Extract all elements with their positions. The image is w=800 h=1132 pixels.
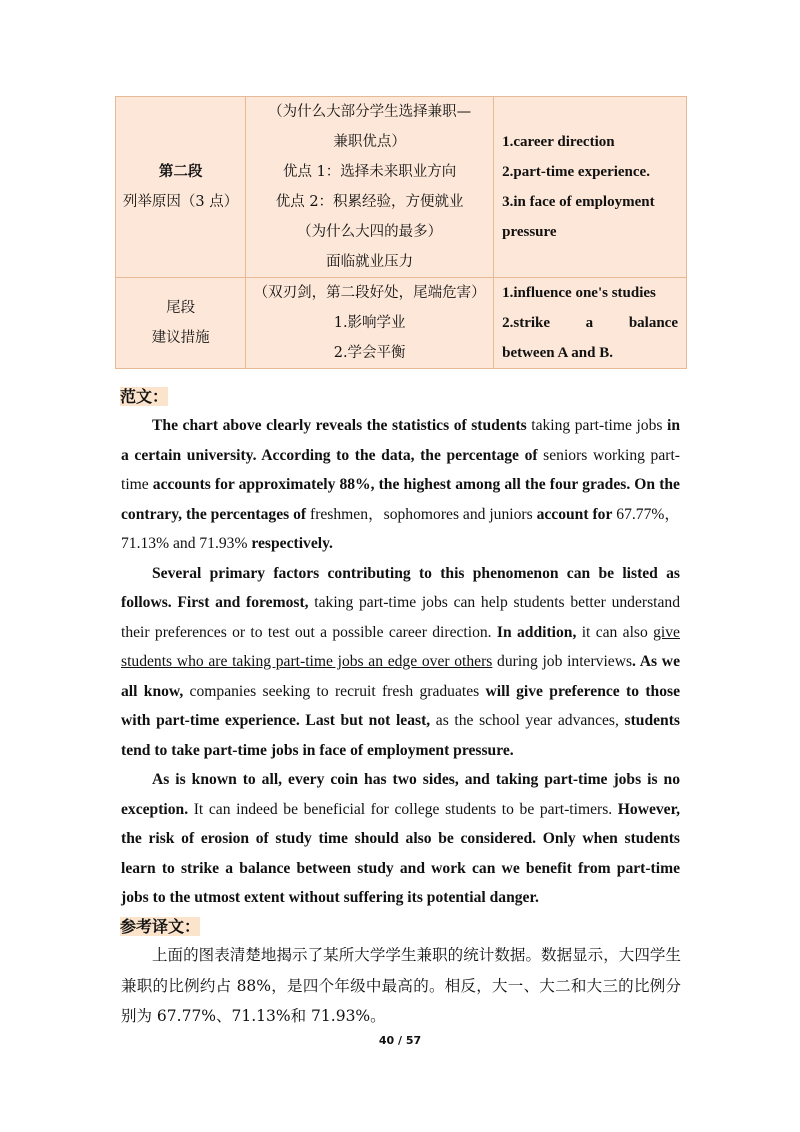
point-line: 1.influence one's studies (502, 285, 656, 301)
table-row (116, 278, 687, 369)
essay-text-run: taking part-time jobs (526, 417, 667, 434)
section-cell (116, 278, 246, 369)
point-line: 2.part-time experience. (502, 164, 650, 180)
essay-paragraph-2 (121, 559, 680, 766)
note-line: 2.学会平衡 (333, 345, 406, 361)
essay-text-run: It can indeed be beneficial for college students to be part-timers. (188, 800, 618, 818)
page-number: 40 / 57 (378, 1034, 422, 1047)
essay-text-run: in a certain university. According to the data, the percentage of (121, 417, 680, 464)
section-title: 尾段 (166, 300, 196, 316)
essay-text-run: The chart above clearly reveals the statistics of students (152, 417, 527, 434)
point-line: between A and B. (502, 345, 613, 361)
point-word: 2.strike (502, 315, 551, 331)
chinese-notes-cell (246, 97, 494, 278)
essay-text-run: companies seeking to recruit fresh graduates (183, 682, 486, 700)
english-points-cell (494, 278, 687, 369)
essay-paragraph-1 (121, 411, 680, 559)
point-line: pressure (502, 224, 557, 240)
essay-text-run: seniors working part-time (121, 446, 680, 493)
note-line: （为什么大部分学生选择兼职— (268, 104, 472, 120)
section-title: 第二段 (158, 163, 203, 180)
sample-essay (121, 411, 680, 913)
point-line: 3.in face of employment (502, 194, 655, 210)
essay-text-run: 67.77%，71.13% and 71.93% (121, 505, 680, 552)
sample-essay-label: 范文： (120, 387, 169, 406)
essay-text-run: students tend to take part-time jobs in face of employment pressure. (121, 712, 680, 759)
point-word: balance (628, 315, 678, 331)
essay-text-run: as the school year advances, (430, 712, 625, 729)
essay-text-run: respectively. (251, 535, 333, 552)
essay-text-run: Several primary factors contributing to this phenomenon can be listed as follows. First and foremost, (121, 564, 680, 611)
essay-text-run: accounts for approximately 88%, the highest among all the four grades. On the contrary, the percentages of (121, 476, 680, 523)
outline-table (115, 96, 687, 369)
note-line: 1.影响学业 (333, 315, 406, 331)
chinese-notes-cell (246, 278, 494, 369)
essay-text-run: freshmen，sophomores and juniors (306, 505, 537, 523)
essay-text-run: give students who are taking part-time jobs an edge over others (121, 623, 680, 670)
essay-paragraph-3 (121, 765, 680, 913)
section-subtitle: 建议措施 (151, 330, 210, 346)
note-line: 面临就业压力 (326, 254, 414, 270)
note-line: 优点 2：积累经验，方便就业 (275, 194, 464, 210)
translation-label: 参考译文： (120, 917, 201, 936)
essay-text-run: during job interviews (492, 653, 633, 670)
point-word: a (585, 315, 594, 331)
essay-text-run: In addition, (496, 623, 577, 641)
note-line: （双刃剑，第二段好处，尾端危害） (253, 285, 486, 301)
essay-text-run: it can also (576, 623, 654, 641)
translation-paragraph: 上面的图表清楚地揭示了某所大学学生兼职的统计数据。数据显示，大四学生兼职的比例约占 88%，是四个年级中最高的。相反，大一、大二和大三的比例分别为 67.77%、71.13%和 71.93%。 (121, 946, 681, 1025)
essay-text-run: will give preference to those with part-time experience. Last but not least, (121, 682, 680, 729)
section-cell (116, 97, 246, 278)
table-row (116, 97, 687, 278)
section-subtitle: 列举原因（3 点） (122, 194, 239, 210)
essay-text-run: . As we all know, (121, 653, 680, 700)
point-line (502, 308, 686, 338)
essay-text-run: taking part-time jobs can help students better understand their preferences or to test out a possible career direction. (121, 594, 680, 641)
point-line: 1.career direction (502, 134, 615, 150)
note-line: 兼职优点） (333, 134, 406, 150)
essay-text-run: However, the risk of erosion of study time should also be considered. Only when students learn to strike a balance between study and work can we benefit from part-time jobs to the utmost extent without suffering its potential danger. (121, 800, 680, 906)
reference-translation (121, 940, 681, 1032)
note-line: （为什么大四的最多） (297, 224, 443, 240)
note-line: 优点 1：选择未来职业方向 (282, 164, 457, 180)
essay-text-run: account for (536, 505, 613, 523)
essay-text-run: As is known to all, every coin has two sides, and taking part-time jobs is no exception. (121, 771, 680, 818)
english-points-cell (494, 97, 687, 278)
